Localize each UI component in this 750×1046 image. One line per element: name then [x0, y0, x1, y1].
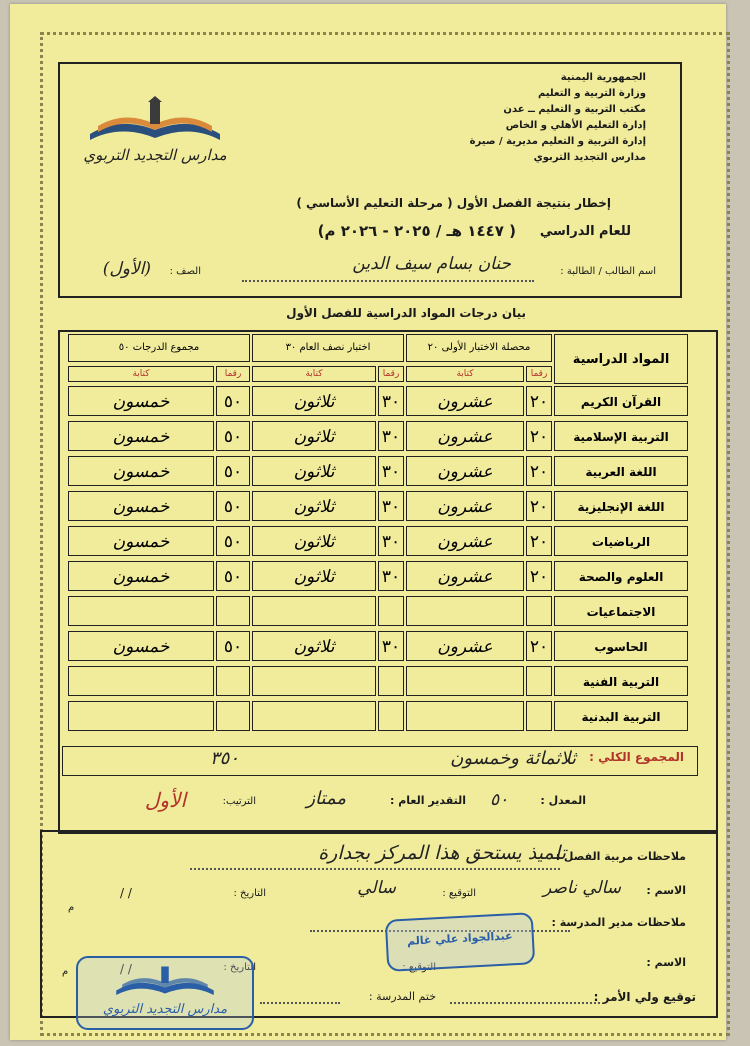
first-exam-number: ٢٠: [526, 421, 552, 451]
midyear-number: ٣٠: [378, 421, 404, 451]
class-value: (الأول): [102, 259, 151, 279]
date-value: / /: [120, 886, 132, 900]
total-number-cell: [216, 701, 250, 731]
table-row: [62, 596, 698, 628]
teacher-notes-line: [190, 868, 560, 870]
office-text: مكتب التربية و التعليم ــ عدن: [503, 104, 646, 115]
rank-value: الأول: [144, 788, 186, 812]
first-exam-words: عشرون: [406, 456, 524, 486]
table-row: [62, 456, 698, 488]
total-words-cell: خمسون: [68, 386, 214, 416]
first-exam-number: ٢٠: [526, 386, 552, 416]
district-admin-text: إدارة التربية و التعليم مديرية / صيرة: [469, 136, 646, 147]
stamp-logo-text: مدارس التجديد التربوي: [102, 1002, 228, 1017]
midyear-words: ثلاثون: [252, 421, 376, 451]
table-row: [62, 491, 698, 523]
table-row: [62, 561, 698, 593]
total-words-cell: خمسون: [68, 456, 214, 486]
col-group-midyear: اختبار نصف العام ٣٠: [252, 334, 404, 362]
midyear-number: [378, 596, 404, 626]
principal-date-label: التاريخ :: [223, 962, 256, 973]
table-row: [62, 386, 698, 418]
first-exam-words: عشرون: [406, 561, 524, 591]
midyear-number: ٣٠: [378, 386, 404, 416]
first-exam-words: عشرون: [406, 631, 524, 661]
first-exam-words: [406, 596, 524, 626]
total-words-cell: [68, 701, 214, 731]
subject-cell: التربية البدنية: [554, 701, 688, 731]
total-number-cell: ٥٠: [216, 561, 250, 591]
total-words-cell: خمسون: [68, 491, 214, 521]
subjects-header: المواد الدراسية: [554, 334, 688, 384]
total-number-cell: ٥٠: [216, 386, 250, 416]
rank-label: الترتيب:: [222, 796, 256, 807]
midyear-words: [252, 666, 376, 696]
midyear-number: ٣٠: [378, 561, 404, 591]
total-number-cell: ٥٠: [216, 491, 250, 521]
midyear-number: ٣٠: [378, 631, 404, 661]
total-label: المجموع الكلي :: [589, 750, 684, 764]
first-exam-number: ٢٠: [526, 456, 552, 486]
total-number-cell: ٥٠: [216, 631, 250, 661]
first-exam-number: [526, 701, 552, 731]
principal-date-value: / /: [120, 962, 132, 976]
subject-cell: القرآن الكريم: [554, 386, 688, 416]
subject-cell: الاجتماعيات: [554, 596, 688, 626]
table-title: بيان درجات المواد الدراسية للفصل الأول: [286, 306, 526, 320]
midyear-words: ثلاثون: [252, 561, 376, 591]
total-words-cell: خمسون: [68, 561, 214, 591]
col-group-total: مجموع الدرجات ٥٠: [68, 334, 250, 362]
teacher-name: سالي ناصر: [543, 878, 621, 898]
first-exam-words: عشرون: [406, 526, 524, 556]
first-exam-words: عشرون: [406, 386, 524, 416]
midyear-words: ثلاثون: [252, 386, 376, 416]
first-exam-words: عشرون: [406, 421, 524, 451]
total-number-cell: ٥٠: [216, 526, 250, 556]
midyear-number: [378, 666, 404, 696]
subject-cell: الرياضيات: [554, 526, 688, 556]
total-words-cell: [68, 666, 214, 696]
school-logo: [80, 96, 230, 176]
subject-cell: اللغة الإنجليزية: [554, 491, 688, 521]
principal-date-suffix: م: [62, 966, 69, 977]
sub-words-3: كتابة: [68, 366, 214, 382]
midyear-number: [378, 701, 404, 731]
first-exam-number: [526, 596, 552, 626]
result-sheet: [10, 4, 726, 1040]
ministry-text: وزارة التربية و التعليم: [537, 88, 646, 99]
sub-number-2: رقما: [378, 366, 404, 382]
midyear-number: ٣٠: [378, 456, 404, 486]
subject-cell: التربية الفنية: [554, 666, 688, 696]
grade-label: التقدير العام :: [390, 794, 466, 807]
sub-number-3: رقما: [216, 366, 250, 382]
date-label: التاريخ :: [233, 888, 266, 899]
class-label: الصف :: [169, 266, 201, 277]
book-logo-icon: [80, 96, 230, 144]
col-group-first: محصلة الاختبار الأولى ٢٠: [406, 334, 552, 362]
school-stamp-label: ختم المدرسة :: [368, 990, 436, 1003]
sub-words-2: كتابة: [252, 366, 376, 382]
principal-signature-label: التوقيع :: [402, 962, 436, 973]
midyear-number: ٣٠: [378, 526, 404, 556]
total-number: ٣٥٠: [210, 748, 240, 769]
total-number-cell: [216, 666, 250, 696]
subject-cell: الحاسوب: [554, 631, 688, 661]
avg-label: المعدل :: [540, 794, 586, 807]
teacher-notes-label: ملاحظات مربية الفصل :: [555, 850, 686, 863]
republic-text: الجمهورية اليمنية: [560, 72, 646, 83]
date-suffix: م: [68, 902, 75, 913]
guardian-line: [450, 1002, 600, 1004]
midyear-words: [252, 596, 376, 626]
principal-stamp: [385, 912, 536, 972]
total-number-cell: ٥٠: [216, 456, 250, 486]
principal-notes-label: ملاحظات مدير المدرسة :: [551, 916, 686, 929]
first-exam-words: [406, 701, 524, 731]
table-row: [62, 526, 698, 558]
private-admin-text: إدارة التعليم الأهلي و الخاص: [505, 120, 646, 131]
name-label: الاسم :: [646, 884, 686, 897]
year-value: ( ١٤٤٧ هـ / ٢٠٢٥ - ٢٠٢٦ م): [317, 222, 516, 240]
midyear-words: [252, 701, 376, 731]
avg-value: ٥٠: [490, 790, 509, 810]
table-row: [62, 701, 698, 733]
sub-number-1: رقما: [526, 366, 552, 382]
total-words-cell: [68, 596, 214, 626]
midyear-number: ٣٠: [378, 491, 404, 521]
first-exam-number: ٢٠: [526, 631, 552, 661]
total-words: ثلاثمائة وخمسون: [450, 748, 576, 769]
midyear-words: ثلاثون: [252, 491, 376, 521]
grade-value: ممتاز: [306, 788, 346, 809]
guardian-label: توقيع ولي الأمر :: [593, 990, 696, 1004]
subject-cell: التربية الإسلامية: [554, 421, 688, 451]
sub-words-1: كتابة: [406, 366, 524, 382]
notice-title: إخطار بنتيجة الفصل الأول ( مرحلة التعليم الأساسي ): [296, 196, 611, 210]
table-row: [62, 631, 698, 663]
student-name-line: [242, 280, 534, 282]
first-exam-number: ٢٠: [526, 491, 552, 521]
midyear-words: ثلاثون: [252, 456, 376, 486]
first-exam-number: [526, 666, 552, 696]
first-exam-words: [406, 666, 524, 696]
first-exam-number: ٢٠: [526, 561, 552, 591]
stamp-book-icon: [105, 962, 225, 998]
signature-value: سالي: [357, 878, 396, 898]
year-label: للعام الدراسي: [539, 224, 631, 239]
first-exam-number: ٢٠: [526, 526, 552, 556]
first-exam-words: عشرون: [406, 491, 524, 521]
midyear-words: ثلاثون: [252, 631, 376, 661]
table-row: [62, 666, 698, 698]
principal-stamp-text: عبدالجواد علي غالم: [406, 929, 513, 948]
principal-name-label: الاسم :: [646, 956, 686, 969]
table-row: [62, 421, 698, 453]
signature-label: التوقيع :: [442, 888, 476, 899]
total-words-cell: خمسون: [68, 526, 214, 556]
student-label: اسم الطالب / الطالبة :: [560, 266, 656, 277]
subject-cell: العلوم والصحة: [554, 561, 688, 591]
teacher-notes-value: تلميذ يستحق هذا المركز بجدارة: [318, 842, 566, 864]
total-number-cell: [216, 596, 250, 626]
student-name: حنان بسام سيف الدين: [352, 254, 511, 274]
midyear-words: ثلاثون: [252, 526, 376, 556]
logo-text: مدارس التجديد التربوي: [83, 146, 227, 164]
total-words-cell: خمسون: [68, 421, 214, 451]
total-words-cell: خمسون: [68, 631, 214, 661]
school-text: مدارس التجديد التربوي: [533, 152, 646, 163]
total-number-cell: ٥٠: [216, 421, 250, 451]
school-stamp: [76, 956, 254, 1030]
subject-cell: اللغة العربية: [554, 456, 688, 486]
stamp-line: [260, 1002, 340, 1004]
